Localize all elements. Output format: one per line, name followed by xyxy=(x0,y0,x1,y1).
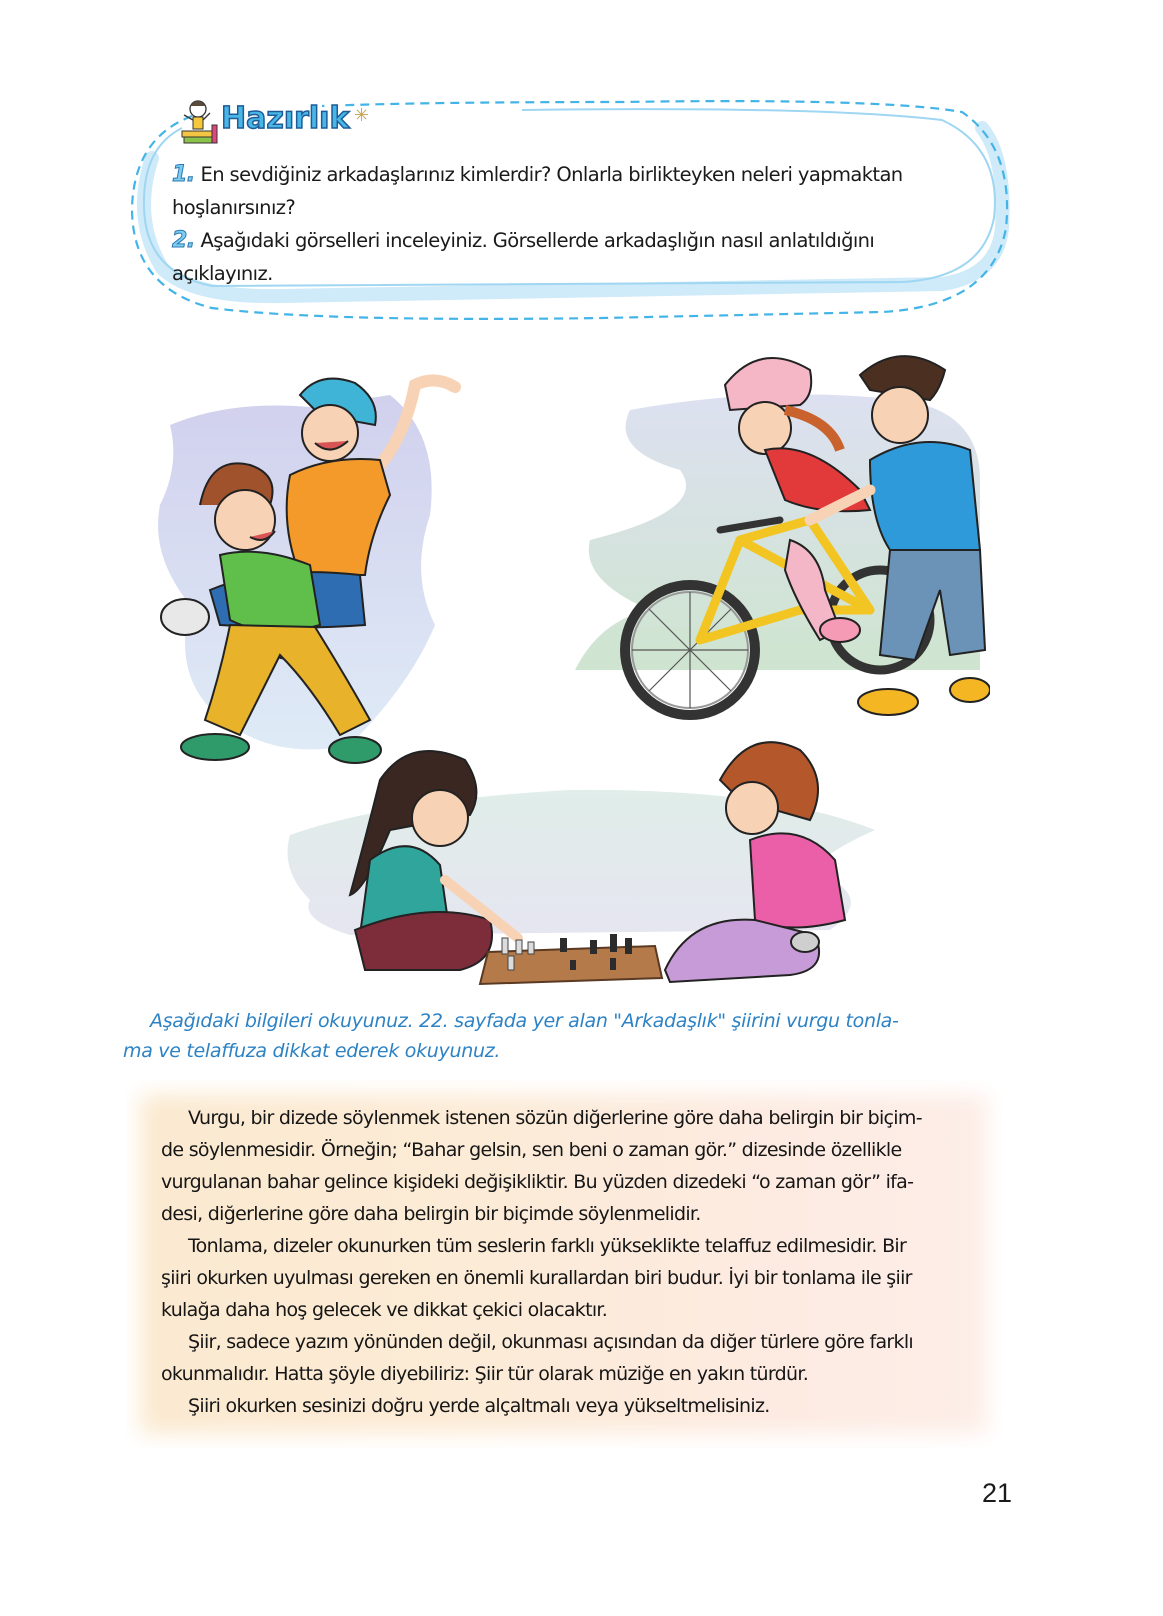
boy-with-books-icon xyxy=(176,97,226,147)
paragraph-line: de söylenmesidir. Örneğin; “Bahar gelsin, sen beni o zaman gör.” dizesinde özellikle xyxy=(161,1139,902,1161)
question-2-line-1: Aşağıdaki görselleri inceleyiniz. Görsellerde arkadaşlığın nasıl anlatıldığını xyxy=(200,229,875,252)
girl-bicycle-image xyxy=(570,340,990,740)
paragraph-line: kulağa daha hoş gelecek ve dikkat çekici olacaktır. xyxy=(161,1299,608,1321)
question-number-2: 2. xyxy=(172,228,195,253)
boys-piggyback-image xyxy=(150,355,480,775)
question-1 xyxy=(172,158,903,191)
paragraph-line: desi, diğerlerine göre daha belirgin bir biçimde söylenmelidir. xyxy=(161,1203,701,1225)
paragraph-line: vurgulanan bahar gelince kişideki değişikliktir. Bu yüzden dizedeki “o zaman gör” ifa- xyxy=(161,1171,914,1193)
question-2 xyxy=(172,224,903,257)
paragraph-siir xyxy=(161,1326,991,1390)
preparation-badge xyxy=(176,97,386,147)
girls-chess-image xyxy=(270,720,890,990)
page-number: 21 xyxy=(982,1478,1013,1508)
illustration-chess xyxy=(270,720,890,990)
sparkle-icon: ✳ xyxy=(354,105,370,126)
paragraph-line: Vurgu, bir dizede söylenmek istenen sözün diğerlerine göre daha belirgin bir biçim- xyxy=(188,1107,922,1129)
paragraph-line: Tonlama, dizeler okunurken tüm seslerin farklı yükseklikte telaffuz edilmesidir. Bir xyxy=(188,1235,907,1257)
paragraph-ses xyxy=(161,1390,991,1422)
question-1-line-1: En sevdiğiniz arkadaşlarınız kimlerdir? Onlarla birlikteyken neleri yapmaktan xyxy=(200,163,903,186)
instruction-line-2: ma ve telaffuza dikkat ederek okuyunuz. xyxy=(123,1040,501,1062)
paragraph-vurgu xyxy=(161,1102,991,1230)
info-panel xyxy=(126,1080,1002,1448)
paragraph-line: Şiiri okurken sesinizi doğru yerde alçaltmalı veya yükseltmelisiniz. xyxy=(188,1395,770,1417)
illustration-piggyback xyxy=(150,355,480,775)
instruction-line-1: Aşağıdaki bilgileri okuyunuz. 22. sayfada yer alan "Arkadaşlık" şiirini vurgu tonla- xyxy=(150,1010,899,1032)
paragraph-line: Şiir, sadece yazım yönünden değil, okunması açısından da diğer türlere göre farklı xyxy=(188,1331,913,1353)
question-number-1: 1. xyxy=(172,162,195,187)
preparation-title: Hazırlık xyxy=(221,101,350,136)
paragraph-line: şiiri okurken uyulması gereken en önemli kurallardan biri budur. İyi bir tonlama ile şiir xyxy=(161,1267,912,1289)
illustration-bicycle xyxy=(570,340,990,740)
question-2-cont: açıklayınız. xyxy=(172,262,273,285)
paragraph-line: okunmalıdır. Hatta şöyle diyebiliriz: Şiir tür olarak müziğe en yakın türdür. xyxy=(161,1363,809,1385)
reading-instruction xyxy=(123,1006,1003,1066)
paragraph-tonlama xyxy=(161,1230,991,1326)
question-list xyxy=(172,158,903,290)
question-1-cont: hoşlanırsınız? xyxy=(172,196,296,219)
